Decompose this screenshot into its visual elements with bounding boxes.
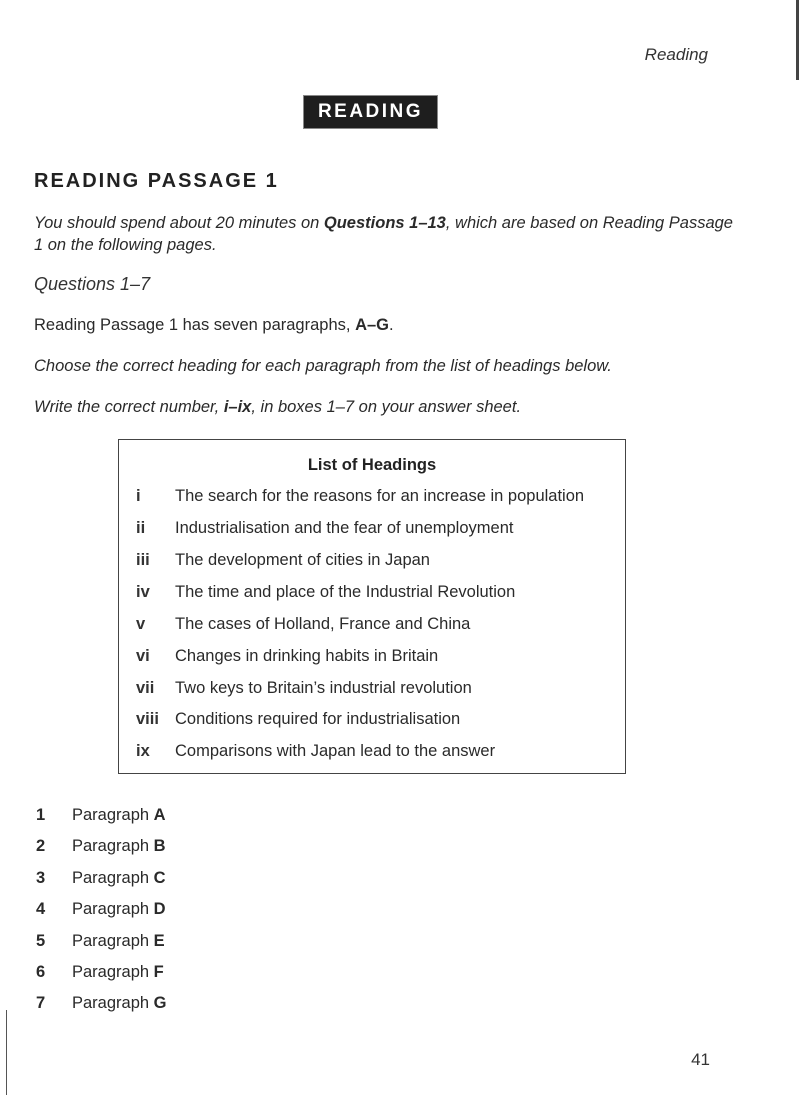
paragraph-letter: C xyxy=(153,869,166,887)
headings-box-title: List of Headings xyxy=(307,456,437,474)
question-label xyxy=(72,806,166,825)
intro-questions-bold: Questions 1–13 xyxy=(323,214,446,232)
question-label-text: Paragraph xyxy=(72,806,154,824)
heading-number: v xyxy=(136,615,146,633)
heading-text: The development of cities in Japan xyxy=(175,551,430,569)
question-label xyxy=(72,963,164,982)
section-badge: READING xyxy=(304,96,437,128)
question-number: 2 xyxy=(36,837,46,855)
paragraph-letter: G xyxy=(153,994,167,1012)
page-edge-right xyxy=(796,0,799,80)
passage-title: READING PASSAGE 1 xyxy=(34,170,279,192)
headings-box xyxy=(118,439,626,774)
paragraph-letter: B xyxy=(153,837,166,855)
heading-number: vi xyxy=(136,647,150,665)
heading-number: ix xyxy=(136,742,150,760)
question-number: 4 xyxy=(36,900,46,918)
heading-text: Comparisons with Japan lead to the answer xyxy=(175,742,496,760)
heading-number: ii xyxy=(136,519,146,537)
question-number: 7 xyxy=(36,994,46,1012)
question-label-text: Paragraph xyxy=(72,869,154,887)
question-label xyxy=(72,837,166,856)
intro-part2: , which are based on Reading Passage 1 on the following pages. xyxy=(34,214,733,254)
heading-text: Conditions required for industrialisation xyxy=(175,710,461,728)
question-label-text: Paragraph xyxy=(72,837,154,855)
instruction-paragraphs-range: A–G xyxy=(355,316,389,334)
heading-number: iii xyxy=(136,551,150,569)
paragraph-letter: F xyxy=(153,963,164,981)
question-number: 6 xyxy=(36,963,46,981)
instruction-write-range: i–ix xyxy=(223,398,252,416)
heading-text: Changes in drinking habits in Britain xyxy=(175,647,439,665)
question-number: 1 xyxy=(36,806,46,824)
heading-number: iv xyxy=(136,583,150,601)
question-label xyxy=(72,994,166,1013)
intro-text xyxy=(34,212,734,256)
instruction-paragraphs-end: . xyxy=(389,316,394,334)
question-number: 5 xyxy=(36,932,46,950)
paragraph-letter: D xyxy=(153,900,166,918)
questions-range: Questions 1–7 xyxy=(34,274,151,294)
instruction-write xyxy=(34,398,521,417)
heading-text: The search for the reasons for an increase in population xyxy=(175,487,585,505)
instruction-choose: Choose the correct heading for each paragraph from the list of headings below. xyxy=(34,357,612,375)
page-number: 41 xyxy=(691,1050,710,1069)
question-label-text: Paragraph xyxy=(72,994,154,1012)
heading-text: The time and place of the Industrial Revolution xyxy=(175,583,516,601)
question-label-text: Paragraph xyxy=(72,932,154,950)
question-number: 3 xyxy=(36,869,46,887)
instruction-paragraphs-text: Reading Passage 1 has seven paragraphs, xyxy=(34,316,356,334)
instruction-paragraphs xyxy=(34,316,394,335)
question-label xyxy=(72,932,165,951)
heading-number: i xyxy=(136,487,141,505)
heading-text: Two keys to Britain’s industrial revolution xyxy=(175,679,472,697)
question-label xyxy=(72,869,166,888)
instruction-write-end: , in boxes 1–7 on your answer sheet. xyxy=(251,398,522,416)
intro-part1: You should spend about 20 minutes on xyxy=(34,214,324,232)
paragraph-letter: A xyxy=(153,806,166,824)
running-head: Reading xyxy=(644,45,708,64)
heading-number: viii xyxy=(136,710,159,728)
heading-text: Industrialisation and the fear of unemployment xyxy=(175,519,514,537)
paragraph-letter: E xyxy=(153,932,165,950)
heading-number: vii xyxy=(136,679,155,697)
question-label xyxy=(72,900,166,919)
heading-text: The cases of Holland, France and China xyxy=(175,615,471,633)
instruction-write-text: Write the correct number, xyxy=(34,398,224,416)
question-label-text: Paragraph xyxy=(72,900,154,918)
question-label-text: Paragraph xyxy=(72,963,154,981)
page-edge-left xyxy=(6,1010,7,1095)
